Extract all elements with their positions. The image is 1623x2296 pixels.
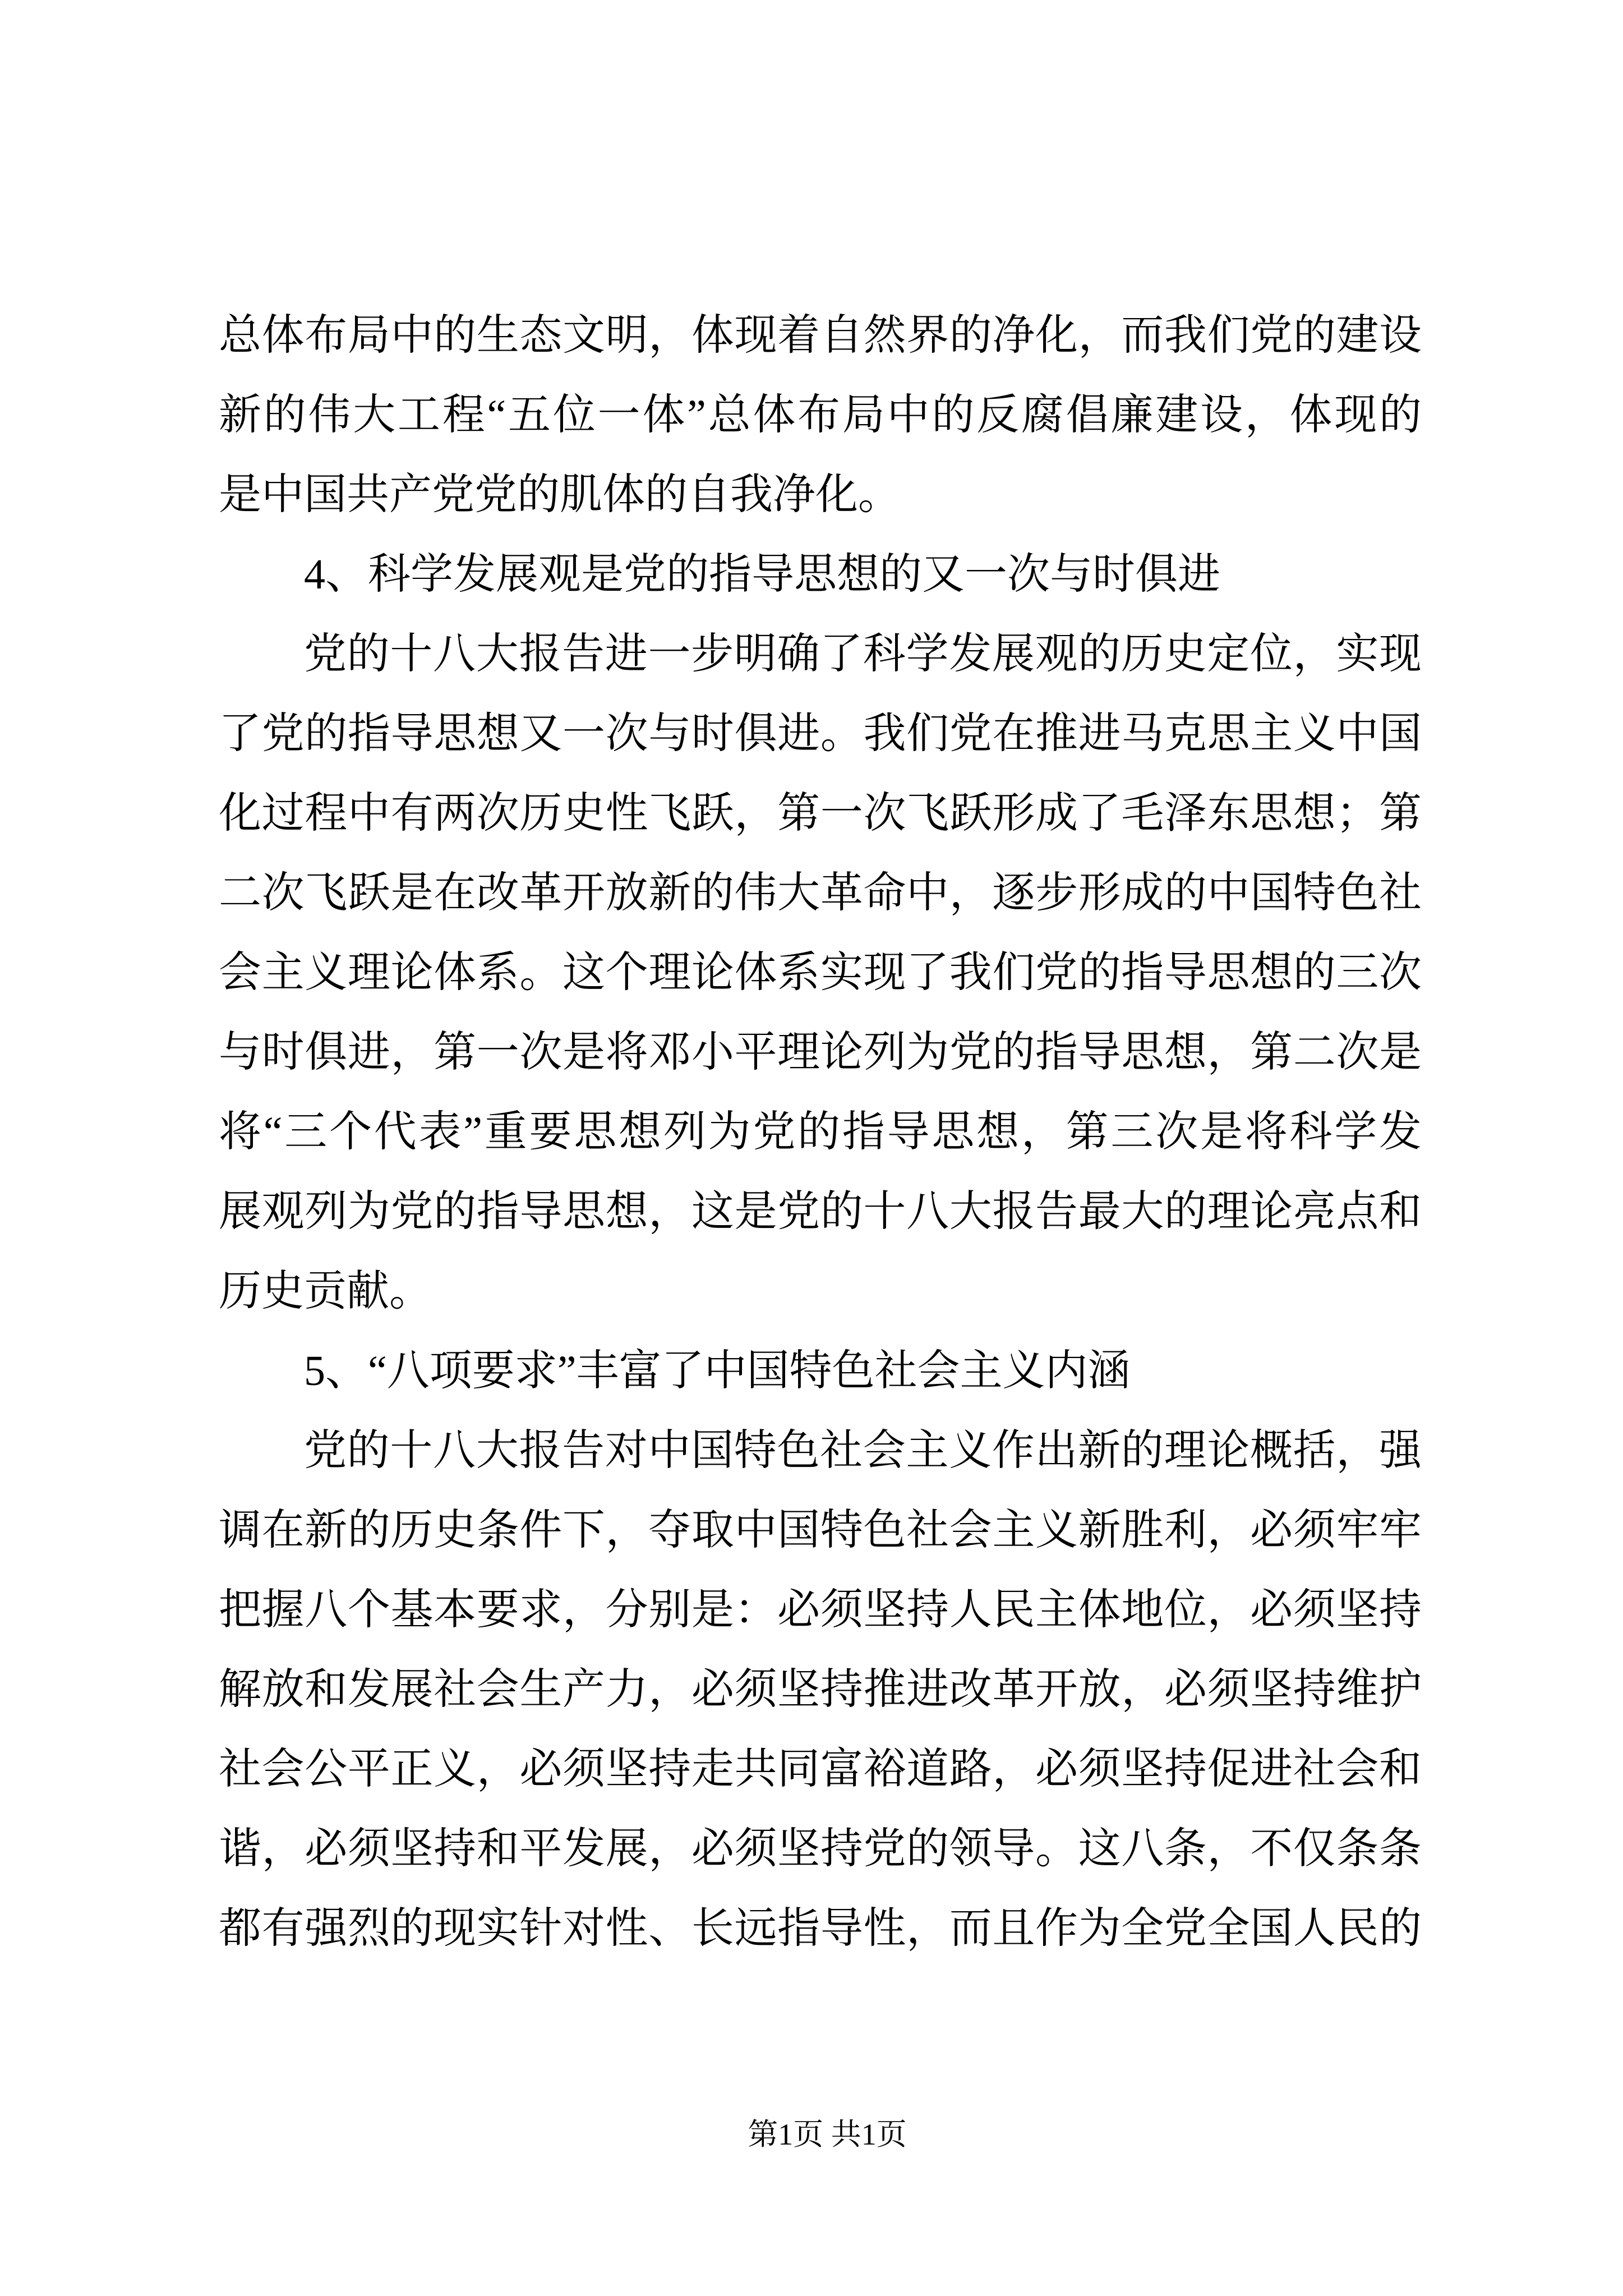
text-line: 都有强烈的现实针对性、长远指导性，而且作为全党全国人民的 bbox=[219, 1905, 1422, 1952]
text-line-heading: 4、科学发展观是党的指导思想的又一次与时俱进 bbox=[304, 551, 1220, 598]
text-line: 了党的指导思想又一次与时俱进。我们党在推进马克思主义中国 bbox=[219, 710, 1422, 757]
text-line: 解放和发展社会生产力，必须坚持推进改革开放，必须坚持维护 bbox=[219, 1666, 1422, 1713]
text-line-heading: 5、“八项要求”丰富了中国特色社会主义内涵 bbox=[304, 1347, 1131, 1395]
text-line: 总体布局中的生态文明，体现着自然界的净化，而我们党的建设 bbox=[219, 312, 1422, 359]
text-line: 是中国共产党党的肌体的自我净化。 bbox=[219, 471, 901, 518]
text-line: 新的伟大工程“五位一体”总体布局中的反腐倡廉建设，体现的 bbox=[219, 392, 1422, 439]
text-line: 会主义理论体系。这个理论体系实现了我们党的指导思想的三次 bbox=[219, 949, 1422, 996]
text-line: 党的十八大报告进一步明确了科学发展观的历史定位，实现 bbox=[304, 631, 1422, 678]
text-line: 与时俱进，第一次是将邓小平理论列为党的指导思想，第二次是 bbox=[219, 1029, 1422, 1076]
page-footer bbox=[16, 2114, 1623, 2155]
text-line: 社会公平正义，必须坚持走共同富裕道路，必须坚持促进社会和 bbox=[219, 1746, 1422, 1793]
text-line: 党的十八大报告对中国特色社会主义作出新的理论概括，强 bbox=[304, 1427, 1422, 1474]
text-line: 二次飞跃是在改革开放新的伟大革命中，逐步形成的中国特色社 bbox=[219, 869, 1422, 917]
text-line: 化过程中有两次历史性飞跃，第一次飞跃形成了毛泽东思想；第 bbox=[219, 790, 1422, 837]
text-line: 展观列为党的指导思想，这是党的十八大报告最大的理论亮点和 bbox=[219, 1188, 1422, 1235]
text-line: 把握八个基本要求，分别是：必须坚持人民主体地位，必须坚持 bbox=[219, 1586, 1422, 1634]
text-line: 谐，必须坚持和平发展，必须坚持党的领导。这八条，不仅条条 bbox=[219, 1825, 1422, 1872]
text-line: 将“三个代表”重要思想列为党的指导思想，第三次是将科学发 bbox=[219, 1108, 1422, 1156]
text-line: 调在新的历史条件下，夺取中国特色社会主义新胜利，必须牢牢 bbox=[219, 1507, 1422, 1554]
document-body bbox=[219, 296, 1422, 1968]
page-number-label: 第1页 共1页 bbox=[748, 2118, 907, 2151]
text-line: 历史贡献。 bbox=[219, 1268, 432, 1315]
